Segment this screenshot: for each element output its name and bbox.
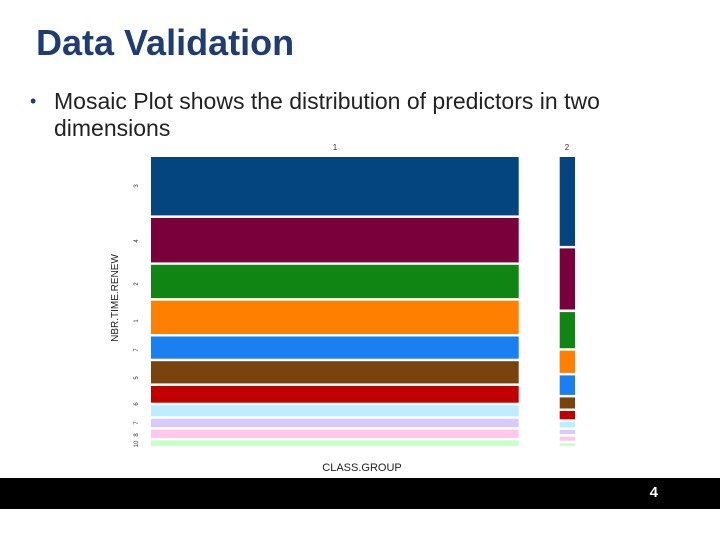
page-number: 4 [649, 484, 658, 501]
mosaic-tile-col1-seg4 [151, 301, 519, 334]
y-tick-label: 1 [134, 319, 140, 323]
y-tick-label: 6 [134, 402, 140, 406]
mosaic-tile-col1-seg2 [151, 218, 519, 263]
mosaic-tile-col1-seg9 [151, 419, 519, 427]
bullet-dot-icon: • [30, 91, 37, 111]
mosaic-tile-col2-seg9 [560, 430, 575, 434]
mosaic-tile-col1-seg3 [151, 265, 519, 298]
x-category-label: 1 [332, 143, 338, 152]
y-tick-label: 2 [134, 282, 140, 286]
mosaic-tile-col2-seg2 [560, 248, 575, 309]
x-category-label: 2 [564, 143, 570, 152]
footer-bar [0, 478, 720, 509]
mosaic-tile-col2-seg4 [560, 351, 575, 373]
y-axis-label: NBR.TIME.RENEW [110, 254, 121, 342]
y-tick-label: 8 [134, 433, 140, 437]
mosaic-tile-col2-seg11 [560, 443, 575, 446]
mosaic-tile-col2-seg10 [560, 437, 575, 441]
y-tick-label: 3 [134, 184, 140, 188]
y-tick-label: 5 [134, 376, 140, 380]
mosaic-tile-col2-seg5 [560, 375, 575, 395]
x-axis-label: CLASS.GROUP [322, 462, 402, 474]
mosaic-tile-col1-seg5 [151, 337, 519, 359]
y-tick-label: 4 [134, 239, 140, 243]
bullet-text: Mosaic Plot shows the distribution of predictors in two dimensions [54, 88, 600, 141]
mosaic-tile-col1-seg10 [151, 430, 519, 438]
mosaic-tile-col2-seg8 [560, 422, 575, 428]
mosaic-tile-col1-seg7 [151, 386, 519, 403]
y-tick-label: 7 [134, 348, 140, 352]
slide-title: Data Validation [36, 22, 295, 63]
mosaic-tile-col1-seg6 [151, 361, 519, 383]
mosaic-tile-col1-seg8 [151, 405, 519, 416]
y-tick-label: 10 [134, 440, 140, 448]
mosaic-tile-col1-seg1 [151, 157, 519, 215]
mosaic-tile-col2-seg1 [560, 157, 575, 246]
y-tick-label: 7 [134, 421, 140, 425]
mosaic-tile-col2-seg3 [560, 312, 575, 348]
mosaic-tile-col2-seg7 [560, 411, 575, 419]
mosaic-tile-col1-seg11 [151, 440, 519, 446]
mosaic-tile-col2-seg6 [560, 397, 575, 408]
